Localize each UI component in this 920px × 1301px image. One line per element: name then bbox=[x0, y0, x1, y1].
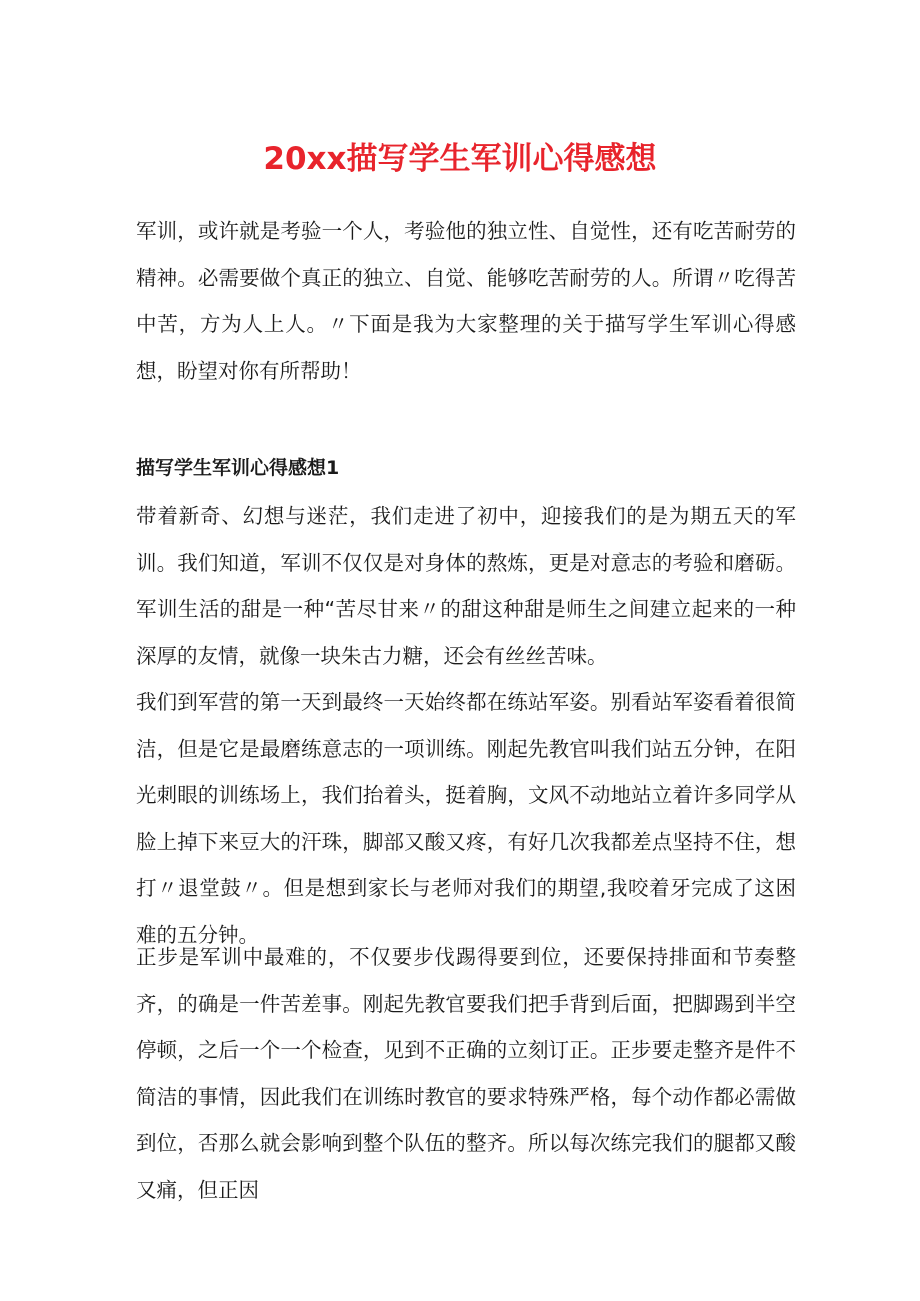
section-heading: 描写学生军训心得感想1 bbox=[136, 457, 340, 479]
body-paragraph: 带着新奇、幻想与迷茫，我们走进了初中，迎接我们的是为期五天的军训。我们知道，军训不仅仅是对身体的熬炼，更是对意志的考验和磨砺。军训生活的甜是一种“苦尽甘来〃的甜这种甜是师生之间建立起来的一种深厚的友情，就像一块朱古力糖，还会有丝丝苦味。 bbox=[136, 504, 796, 668]
document-title: 20xx描写学生军训心得感想 bbox=[263, 141, 657, 177]
intro-paragraph: 军训，或许就是考验一个人，考验他的独立性、自觉性，还有吃苦耐劳的精神。必需要做个真正的独立、自觉、能够吃苦耐劳的人。所谓〃吃得苦中苦，方为人上人。〃下面是我为大家整理的关于描写学生军训心得感想，盼望对你有所帮助！ bbox=[136, 219, 796, 383]
body-paragraph: 我们到军营的第一天到最终一天始终都在练站军姿。别看站军姿看着很简洁，但是它是最磨练意志的一项训练。刚起先教官叫我们站五分钟，在阳光刺眼的训练场上，我们抬着头，挺着胸，文风不动地站立着许多同学从脸上掉下来豆大的汗珠，脚部又酸又疼，有好几次我都差点坚持不住，想打〃退堂鼓〃。但是想到家长与老师对我们的期望,我咬着牙完成了这困难的五分钟。 bbox=[136, 690, 796, 947]
body-paragraph: 正步是军训中最难的，不仅要步伐踢得要到位，还要保持排面和节奏整齐，的确是一件苦差事。刚起先教官要我们把手背到后面，把脚踢到半空停顿，之后一个一个检查，见到不正确的立刻订正。正步要走整齐是件不简洁的事情，因此我们在训练时教官的要求特殊严格，每个动作都必需做到位，否那么就会影响到整个队伍的整齐。所以每次练完我们的腿都又酸又痛，但正因 bbox=[136, 945, 796, 1202]
